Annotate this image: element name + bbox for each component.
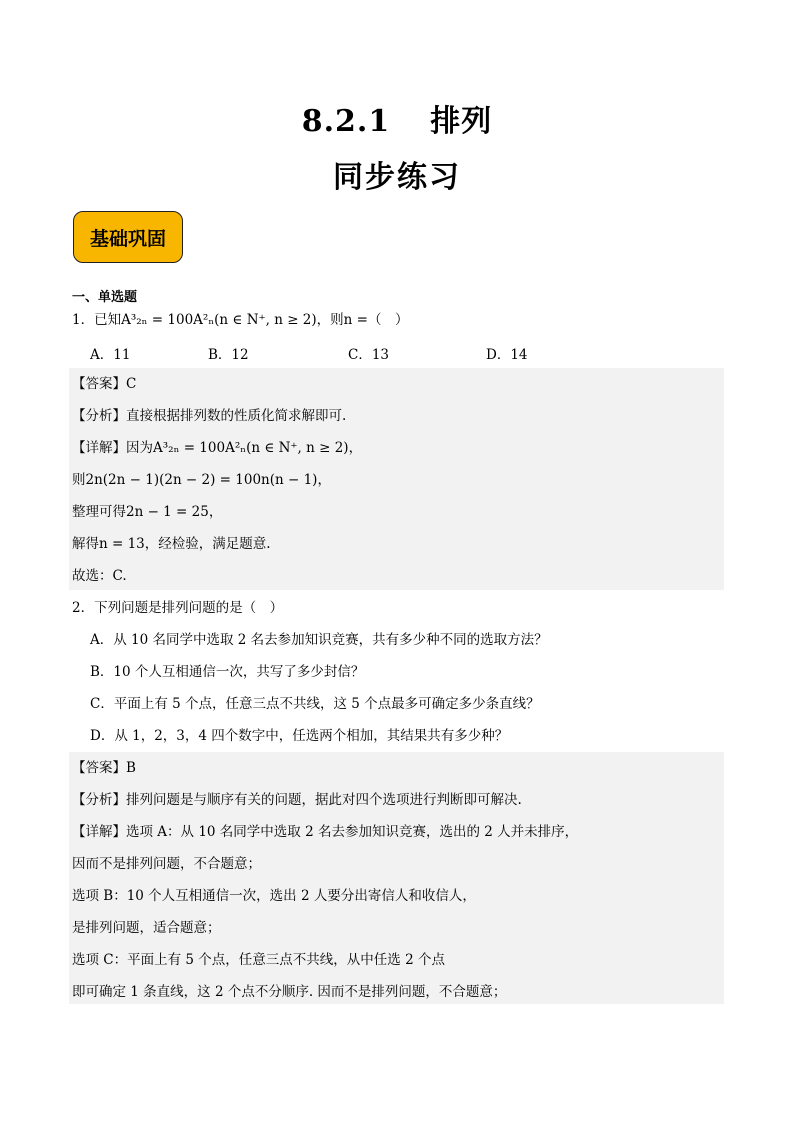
detail-1-line-3: 整理可得2n − 1 = 25， <box>72 504 223 520</box>
detail-1-line-2: 则2n(2n − 1)(2n − 2) = 100n(n − 1)， <box>72 472 331 488</box>
option-a: A．11 <box>90 347 131 363</box>
detail-2-line-2: 因而不是排列问题，不合题意； <box>72 856 261 872</box>
detail-1-line-1: 【详解】因为A³₂ₙ = 100A²ₙ(n ∈ N⁺, n ≥ 2)， <box>72 440 363 456</box>
detail-2-line-4: 是排列问题，适合题意； <box>72 920 221 936</box>
page-title <box>0 96 794 140</box>
detail-2-line-5: 选项 C：平面上有 5 个点，任意三点不共线，从中任选 2 个点 <box>72 952 445 968</box>
detail-2-line-1: 【详解】选项 A：从 10 名同学中选取 2 名去参加知识竞赛，选出的 2 人并未排序， <box>72 824 579 840</box>
detail-2-line-3: 选项 B：10 个人互相通信一次，选出 2 人要分出寄信人和收信人， <box>72 888 476 904</box>
section-number: 8.2.1 <box>301 104 391 139</box>
answer-1: 【答案】C <box>72 376 137 392</box>
detail-1-line-5: 故选：C. <box>72 568 127 584</box>
section-heading: 一、单选题 <box>72 290 138 305</box>
page-subtitle: 同步练习 <box>333 160 461 195</box>
level-badge: 基础巩固 <box>73 211 183 263</box>
question-2-option-a: A．从 10 名同学中选取 2 名去参加知识竞赛，共有多少种不同的选取方法？ <box>90 632 548 648</box>
detail-2-line-6: 即可确定 1 条直线，这 2 个点不分顺序. 因而不是排列问题，不合题意； <box>72 984 507 1000</box>
question-2-option-c: C．平面上有 5 个点，任意三点不共线，这 5 个点最多可确定多少条直线？ <box>90 696 540 712</box>
question-2-stem: 2．下列问题是排列问题的是（ ） <box>72 600 284 616</box>
option-b: B．12 <box>208 347 249 363</box>
analysis-2: 【分析】排列问题是与顺序有关的问题，据此对四个选项进行判断即可解决. <box>72 792 522 808</box>
answer-2: 【答案】B <box>72 760 136 776</box>
option-c: C．13 <box>348 347 390 363</box>
analysis-1: 【分析】直接根据排列数的性质化简求解即可. <box>72 408 347 424</box>
question-2-option-b: B．10 个人互相通信一次，共写了多少封信？ <box>90 664 365 680</box>
question-2-option-d: D．从 1，2，3，4 四个数字中，任选两个相加，其结果共有多少种？ <box>90 728 509 744</box>
topic-title: 排列 <box>430 104 493 139</box>
question-1-stem: 1．已知A³₂ₙ = 100A²ₙ(n ∈ N⁺, n ≥ 2)，则n =（ ） <box>72 312 409 328</box>
detail-1-line-4: 解得n = 13，经检验，满足题意. <box>72 536 271 552</box>
option-d: D．14 <box>486 347 528 363</box>
